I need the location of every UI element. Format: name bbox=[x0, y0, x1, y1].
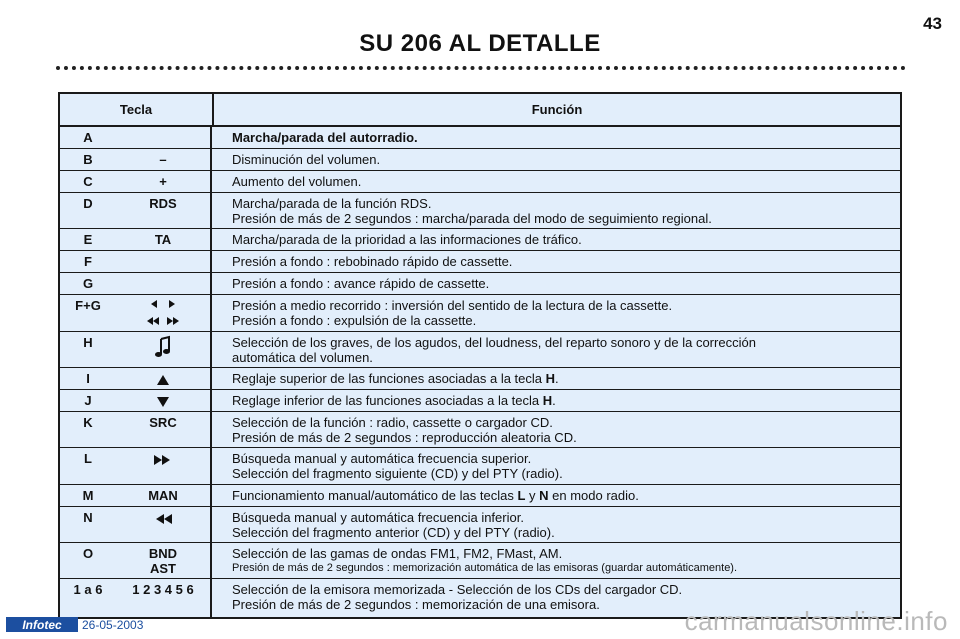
function-text: Presión a fondo : expulsión de la cassette. bbox=[232, 313, 477, 328]
table-row bbox=[60, 149, 900, 171]
row-function bbox=[212, 251, 900, 272]
function-text: Selección del fragmento siguiente (CD) y del PTY (radio). bbox=[232, 466, 563, 481]
table-row bbox=[60, 229, 900, 251]
table-row bbox=[60, 412, 900, 448]
function-line bbox=[232, 371, 900, 386]
row-key-letter: G bbox=[82, 276, 94, 291]
column-header-function: Función bbox=[531, 102, 583, 117]
page-number: 43 bbox=[923, 14, 942, 33]
key-symbol-text: RDS bbox=[149, 196, 177, 211]
function-text: Marcha/parada de la prioridad a las informaciones de tráfico. bbox=[232, 232, 582, 247]
fast-forward-icon bbox=[116, 451, 210, 467]
row-key-symbol bbox=[116, 543, 212, 578]
function-key-ref: H bbox=[545, 371, 556, 386]
function-line bbox=[232, 152, 900, 167]
controls-table bbox=[58, 92, 902, 619]
row-function bbox=[212, 507, 900, 542]
row-key-symbol bbox=[116, 127, 212, 148]
table-row bbox=[60, 193, 900, 229]
key-symbol-text: SRC bbox=[149, 415, 177, 430]
function-text: Selección del fragmento anterior (CD) y del PTY (radio). bbox=[232, 525, 555, 540]
row-function bbox=[212, 273, 900, 294]
row-function bbox=[212, 171, 900, 192]
row-key-letter: K bbox=[83, 415, 93, 430]
function-line bbox=[232, 466, 900, 481]
table-row bbox=[60, 448, 900, 485]
function-line bbox=[232, 196, 900, 211]
function-line bbox=[232, 335, 900, 350]
row-key-symbol bbox=[116, 368, 212, 389]
row-key-symbol bbox=[116, 412, 212, 447]
watermark: carmanualsonline.info bbox=[684, 606, 948, 636]
row-key-symbol bbox=[116, 171, 212, 192]
table-row bbox=[60, 543, 900, 579]
function-line bbox=[232, 350, 900, 365]
row-key-symbol bbox=[116, 507, 212, 542]
function-line bbox=[232, 488, 900, 503]
row-key-letter: F+G bbox=[75, 298, 101, 313]
function-line bbox=[232, 130, 900, 145]
row-key-letter: D bbox=[83, 196, 93, 211]
function-text-part: en modo radio. bbox=[548, 488, 639, 503]
function-line bbox=[232, 232, 900, 247]
row-key-letter: H bbox=[83, 335, 93, 350]
row-key-symbol bbox=[116, 390, 212, 411]
row-function bbox=[212, 127, 900, 148]
function-text: automática del volumen. bbox=[232, 350, 373, 365]
dotted-divider bbox=[56, 66, 906, 70]
function-key-ref: H bbox=[542, 393, 553, 408]
row-key-letter: M bbox=[82, 488, 94, 503]
table-row bbox=[60, 390, 900, 412]
row-function bbox=[212, 368, 900, 389]
function-text-end: . bbox=[552, 393, 556, 408]
function-line bbox=[232, 582, 900, 597]
function-line bbox=[232, 313, 900, 328]
row-key-letter: 1 a 6 bbox=[73, 582, 103, 597]
table-header bbox=[60, 94, 900, 127]
row-key-symbol bbox=[116, 229, 212, 250]
function-text: Aumento del volumen. bbox=[232, 174, 362, 189]
row-key-symbol bbox=[116, 485, 212, 506]
row-function bbox=[212, 412, 900, 447]
rewind-icon bbox=[116, 510, 210, 526]
function-text: Reglaje superior de las funciones asociadas a la tecla bbox=[232, 371, 546, 386]
row-function bbox=[212, 448, 900, 484]
row-function bbox=[212, 149, 900, 170]
key-symbol-text: + bbox=[159, 174, 167, 189]
table-row bbox=[60, 251, 900, 273]
function-text: Marcha/parada del autorradio. bbox=[232, 130, 418, 145]
row-key-letter: A bbox=[83, 130, 93, 145]
row-key-letter: I bbox=[86, 371, 90, 386]
function-text: Selección de las gamas de ondas FM1, FM2, FMast, AM. bbox=[232, 546, 563, 561]
function-line bbox=[232, 174, 900, 189]
row-key-letter: O bbox=[82, 546, 94, 561]
key-symbol-text: MAN bbox=[148, 488, 178, 503]
function-line bbox=[232, 561, 900, 576]
function-line bbox=[232, 415, 900, 430]
function-text: Presión de más de 2 segundos : marcha/parada del modo de seguimiento regional. bbox=[232, 211, 712, 226]
function-text: Disminución del volumen. bbox=[232, 152, 381, 167]
music-note-icon bbox=[116, 335, 210, 359]
function-text-part: Funcionamiento manual/automático de las teclas bbox=[232, 488, 518, 503]
table-row bbox=[60, 127, 900, 149]
function-text: Presión a medio recorrido : inversión del sentido de la lectura de la cassette. bbox=[232, 298, 673, 313]
row-function bbox=[212, 390, 900, 411]
function-text: Búsqueda manual y automática frecuencia inferior. bbox=[232, 510, 524, 525]
row-key-letter: E bbox=[83, 232, 93, 247]
function-text: Selección de la función : radio, cassette o cargador CD. bbox=[232, 415, 553, 430]
table-body bbox=[60, 127, 900, 617]
key-symbol-text: BND bbox=[148, 546, 178, 561]
row-function bbox=[212, 193, 900, 228]
function-text: Presión a fondo : avance rápido de cassette. bbox=[232, 276, 490, 291]
row-key-letter: C bbox=[83, 174, 93, 189]
row-key-symbol bbox=[116, 251, 212, 272]
row-function bbox=[212, 543, 900, 578]
row-key-symbol bbox=[116, 332, 212, 367]
row-key-symbol bbox=[116, 193, 212, 228]
table-row bbox=[60, 507, 900, 543]
table-row bbox=[60, 273, 900, 295]
function-line bbox=[232, 546, 900, 561]
row-key-letter: B bbox=[83, 152, 93, 167]
function-text-part: L bbox=[517, 488, 526, 503]
row-function bbox=[212, 332, 900, 367]
function-text: Presión de más de 2 segundos : memorización de una emisora. bbox=[232, 597, 600, 612]
function-text-end: . bbox=[555, 371, 559, 386]
row-key-letter: L bbox=[84, 451, 92, 466]
function-line bbox=[232, 430, 900, 445]
function-text-part: y bbox=[525, 488, 540, 503]
function-line bbox=[232, 254, 900, 269]
page-title: SU 206 AL DETALLE bbox=[359, 30, 601, 57]
function-line bbox=[232, 510, 900, 525]
key-symbol-text: AST bbox=[150, 561, 176, 576]
key-symbol-text: TA bbox=[154, 232, 172, 247]
row-key-symbol bbox=[116, 448, 212, 484]
row-key-symbol bbox=[116, 295, 212, 331]
function-text: Selección de la emisora memorizada - Selección de los CDs del cargador CD. bbox=[232, 582, 683, 597]
footer-date: 26-05-2003 bbox=[82, 618, 144, 632]
function-line bbox=[232, 525, 900, 540]
row-key-symbol bbox=[116, 579, 212, 617]
table-row bbox=[60, 295, 900, 332]
table-row bbox=[60, 332, 900, 368]
function-text: Búsqueda manual y automática frecuencia superior. bbox=[232, 451, 532, 466]
triangle-down-icon bbox=[116, 393, 210, 408]
function-line bbox=[232, 393, 900, 408]
infotec-logo: Infotec bbox=[6, 617, 78, 632]
key-symbol-text: 1 2 3 4 5 6 bbox=[132, 582, 194, 597]
row-function bbox=[212, 485, 900, 506]
function-line bbox=[232, 276, 900, 291]
function-text: Presión a fondo : rebobinado rápido de cassette. bbox=[232, 254, 513, 269]
function-text: Presión de más de 2 segundos : reproducción aleatoria CD. bbox=[232, 430, 577, 445]
function-text: Selección de los graves, de los agudos, del loudness, del reparto sonoro y de la corrección bbox=[232, 335, 756, 350]
table-row bbox=[60, 368, 900, 390]
table-row bbox=[60, 485, 900, 507]
arrows-left-right-icon bbox=[116, 298, 210, 328]
row-function bbox=[212, 229, 900, 250]
row-function bbox=[212, 295, 900, 331]
row-key-letter: F bbox=[84, 254, 92, 269]
function-line bbox=[232, 451, 900, 466]
row-key-letter: N bbox=[83, 510, 93, 525]
triangle-up-icon bbox=[116, 371, 210, 386]
row-key-symbol bbox=[116, 273, 212, 294]
row-key-letter: J bbox=[84, 393, 92, 408]
function-text: Presión de más de 2 segundos : memorización automática de las emisoras (guardar automáticamente). bbox=[232, 562, 738, 574]
key-symbol-text: – bbox=[159, 152, 167, 167]
function-line bbox=[232, 211, 900, 226]
function-line bbox=[232, 298, 900, 313]
table-row bbox=[60, 171, 900, 193]
function-text: Reglage inferior de las funciones asociadas a la tecla bbox=[232, 393, 543, 408]
column-header-key: Tecla bbox=[60, 94, 214, 125]
function-text-part: N bbox=[539, 488, 549, 503]
function-text: Marcha/parada de la función RDS. bbox=[232, 196, 432, 211]
row-key-symbol bbox=[116, 149, 212, 170]
